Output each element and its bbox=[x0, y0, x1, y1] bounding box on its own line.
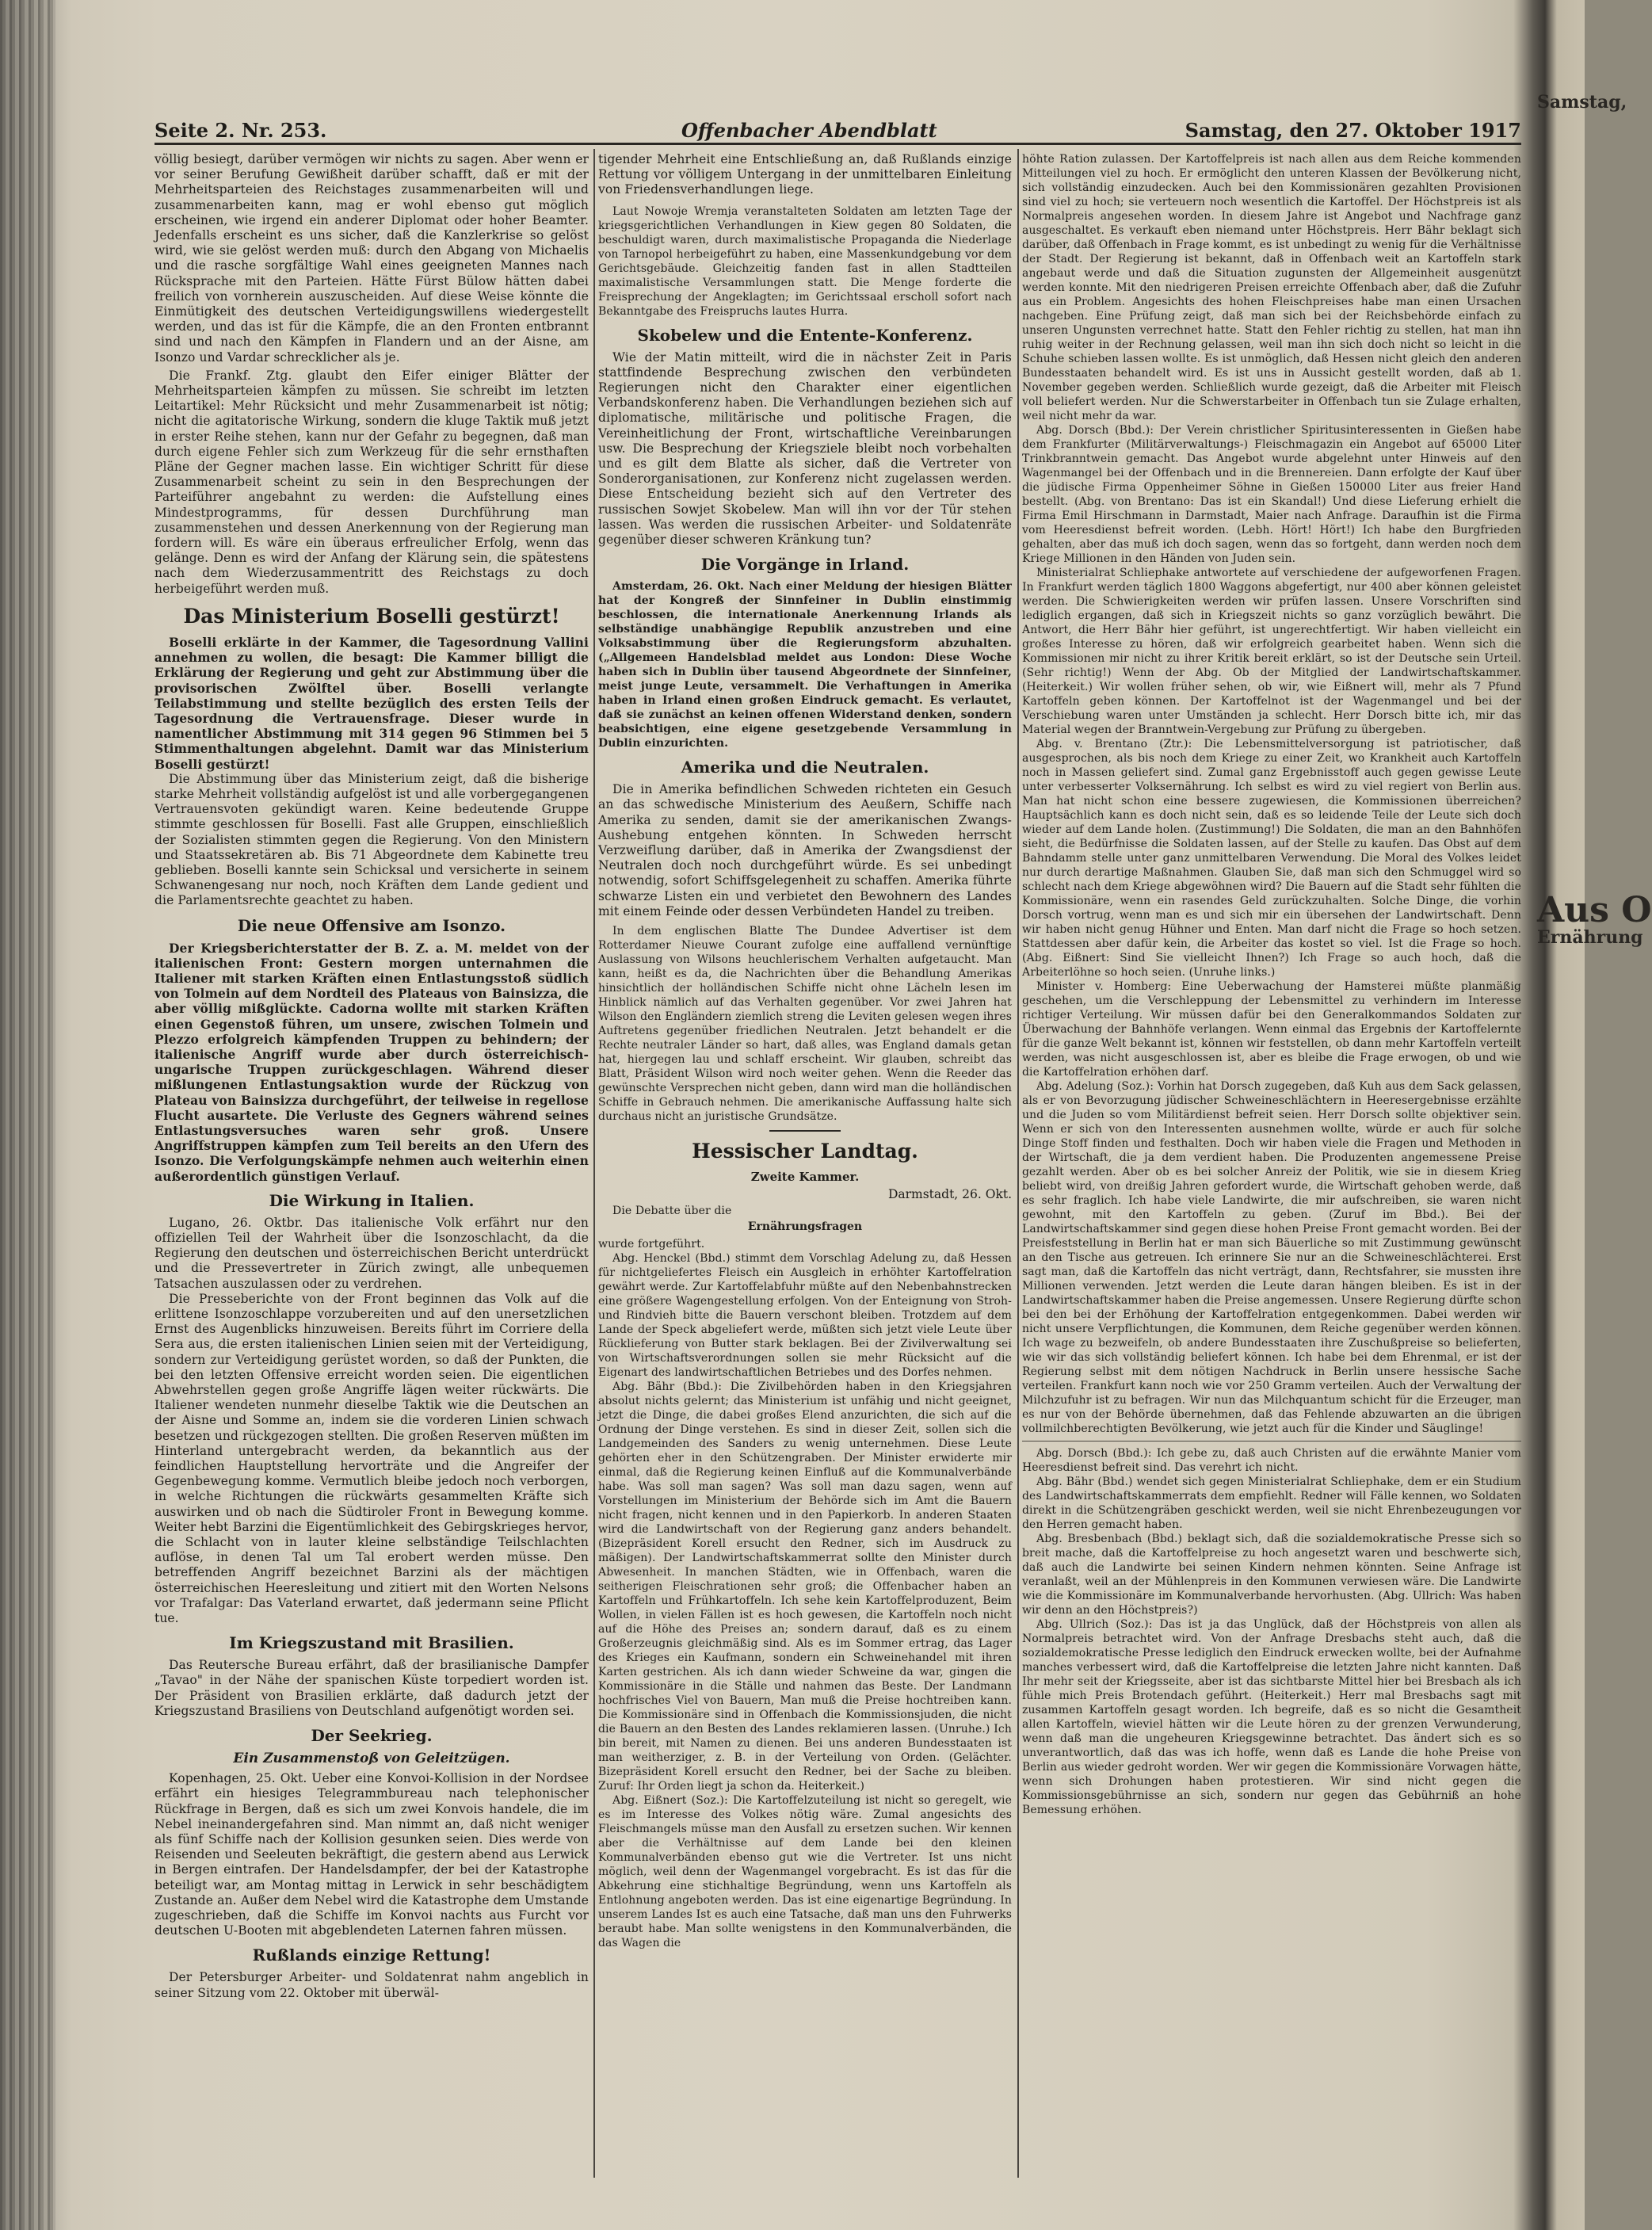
subheadline-geleitzug: Ein Zusammenstoß von Geleitzügen. bbox=[233, 1751, 510, 1767]
page-number: Seite 2. Nr. 253. bbox=[155, 119, 327, 142]
article-paragraph: völlig besiegt, darüber vermögen wir nichts zu sagen. Aber wenn er vor seiner Berufung Gewißheit darüber schafft, daß er mit der Mehrheitsparteien des Reichstages zusammenarbeiten will und zusammenarbeiten kann, mag er wohl ebenso gut möglich erscheinen, wie irgend ein anderer Diplomat oder hoher Beamter. Jedenfalls erscheint es uns sicher, daß die Kanzlerkrise so gelöst wird, wie sie gelöst werden muß: durch den Abgang von Michaelis und die rasche sorgfältige Wahl eines geeigneten Mannes nach Rücksprache mit den Parteien. Hätte Fürst Bülow hätten dabei freilich von vornherein auszuscheiden. Auf diese Weise könnte die Einmütigkeit des deutschen Verteidigungswillens wiedergestellt werden, und das ist für die Kämpfe, die an den Fronten entbrannt sind und nach den Kämpfen in Flandern und an der Aisne, am Isonzo und Vardar schrecklicher als je. bbox=[155, 152, 589, 365]
column-3 bbox=[1022, 152, 1521, 2213]
debate-intro: Die Debatte über die bbox=[612, 1205, 732, 1218]
adjacent-page-subheadline: Ernährung bbox=[1537, 927, 1643, 948]
headline-landtag: Hessischer Landtag. bbox=[692, 1140, 918, 1163]
article-paragraph: In dem englischen Blatte The Dundee Advertiser ist dem Rotterdamer Nieuwe Courant zufolge eine auffallend vernünftige Auslassung von Wilsons heuchlerischem Verhalten aufgetaucht. Man kann, heißt es da, die Nachrichten über die Behandlung Amerikas hinsichtlich der holländischen Schiffe nicht ohne Lächeln lesen im Hinblick nämlich auf das Verhalten gegenüber. Vor zwei Jahren hat Wilson den Engländern ziemlich streng die Leviten gelesen wegen ihres Auftretens gegenüber friedlichen Neutralen. Jetzt behandelt er die Rechte neutraler Länder so hart, daß alles, was England damals getan hat, hiergegen lau und schlaff erscheint. Wir glauben, schreibt das Blatt, Präsident Wilson wird noch weiter gehen. Wenn die Reeder das gewünschte Versprechen nicht geben, dann wird man die holländischen Schiffe in Gebrauch nehmen. Die amerikanische Auffassung halte sich durchaus nicht an juristische Grundsätze. bbox=[598, 925, 1012, 1124]
article-paragraph: Die Presseberichte von der Front beginnen das Volk auf die erlittene Isonzoschlappe vorzubereiten und auf den unersetzlichen Ernst des Augenblicks hinzuweisen. Bereits führt im Corriere della Sera aus, die ersten italienischen Linien seien mit der Verteidigung, sondern zur Verteidigung gerüstet worden, so daß der Punkten, die bei den letzten Offensive erreicht worden seien. Die eigentlichen Abwehrstellen gegen große Angriffe lägen weiter rückwärts. Die Italiener wendeten nunmehr dieselbe Taktik wie die Deutschen an der Aisne und Somme an, indem sie die vorderen Linien schwach besetzen und rückgezogen stellten. Die großen Reserven müßten im Hinterland untergebracht werden, da bekanntlich aus der feindlichen Hauptstellung hervorträte und die Angreifer der Gegenbewegung komme. Vermutlich bleibe jedoch noch verborgen, in welche Richtungen die rückwärts gesammelten Kräfte sich auswirken und ob nach die Südtiroler Front in Bewegung komme. Weiter hebt Barzini die Eigentümlichkeit des Gebirgskrieges hervor, die Schlacht von in lauter kleine selbständige Teilschlachten auflöse, in denen Tal um Tal erobert werden müsse. Den betreffenden Angriff bezeichnet Barzini als der mächtigen österreichischen Heeresleitung und zitiert mit den Worten Nelsons vor Trafalgar: Das Vaterland erwartet, daß jedermann seine Pflicht tue. bbox=[155, 1291, 589, 1626]
column-1 bbox=[155, 152, 589, 2165]
article-paragraph: Das Reutersche Bureau erfährt, daß der brasilianische Dampfer „Tavao" in der Nähe der spanischen Küste torpediert worden ist. Der Präsident von Brasilien erklärte, daß dadurch jetzt der Kriegszustand Brasiliens von Deutschland aufgenötigt worden sei. bbox=[155, 1658, 589, 1718]
article-paragraph: Lugano, 26. Oktbr. Das italienische Volk erfährt nur den offiziellen Teil der Wahrheit über die Isonzoschlacht, da die Regierung den deutschen und österreichischen Bericht unterdrückt und die Pressevertreter in Zürich zwingt, alle unbequemen Tatsachen auszulassen oder zu verdrehen. bbox=[155, 1215, 589, 1291]
article-paragraph: Abg. Bähr (Bbd.): Die Zivilbehörden haben in den Kriegsjahren absolut nichts gelernt; das Ministerium ist unfähig und nicht geeignet, jetzt die Dinge, die dabei großes Elend anzurichten, die sich auf die Ordnung der Dinge verstehen. Es sind in dieser Zeit, sollen sich die Landgemeinden des Sanders zu wenig unternehmen. Diese Leute gehörten eher in den Schützengraben. Der Minister erwiderte mir einmal, daß die Regierung keinen Einfluß auf die Kommunalverbände habe. Was soll man sagen? Was soll man dazu sagen, wenn auf Vorstellungen im Ministerium der Behörde sich im Amt die Bauern nicht fragen, nicht kennen und in den Papierkorb. In anderen Staaten wird die Landwirtschaft von der Regierung ganz anders behandelt. (Bizepräsident Korell ersucht den Redner, sich im Ausdruck zu mäßigen). Der Landwirtschaftskammerrat sollte den Minister durch Abwesenheit. In manchen Städten, wie in Offenbach, waren die seitherigen Fleischrationen sehr groß; die Offenbacher haben an Kartoffeln und Frühkartoffeln. Ich sehe kein Kartoffelproduzent, Beim Wollen, in vielen Fällen ist es hoch gewesen, die Kartoffeln noch nicht auf die Höhe des Preises an; sondern darauf, daß es zu einem Großerzeugnis gleichmäßig sind. Als es im Sommer ertrag, das Lager des Krieges ein Kaufmann, sondern ein Schweinehandel mit ihren Karten gestrichen. Als ich dann wieder Schweine da war, gingen die Kommissionäre in die Ställe und nahmen das Beste. Der Landmann hochfrisches Viel von Bauern, Man muß die Preise hochtreiben kann. Die Kommissionäre sind in Offenbach die Kommissionsjuden, die nicht die Bauern an den Besten des Landes reklamieren lassen. (Unruhe.) Ich bin bereit, mit Namen zu dienen. Bei uns anderen Bundesstaaten ist man weitherziger, z. B. in der Verteilung von Orden. (Gelächter. Bizepräsident Korell ersucht den Redner, bei der Sache zu bleiben. Zuruf: Ihr Orden liegt ja schon da. Heiterkeit.) bbox=[598, 1380, 1012, 1793]
article-paragraph: Amsterdam, 26. Okt. Nach einer Meldung der hiesigen Blätter hat der Kongreß der Sinnfeiner in Dublin einstimmig beschlossen, die internationale Anerkennung Irlands als selbständige unabhängige Republik anzustreben und eine Volksabstimmung über die Regierungsform abzuhalten. („Allgemeen Handelsblad meldet aus London: Diese Woche haben sich in Dublin über tausend Abgeordnete der Sinnfeiner, meist junge Leute, versammelt. Die Verhaftungen in Amerika haben in Irland einen großen Eindruck gemacht. Es verlautet, daß sie zunächst an keinen offenen Widerstand denken, sondern beabsichtigen, eine eigene gesetzgebende Versammlung in Dublin einzurichten. bbox=[598, 580, 1012, 750]
article-paragraph: Der Petersburger Arbeiter- und Soldatenrat nahm angeblich in seiner Sitzung vom 22. Oktober mit überwäl- bbox=[155, 1970, 589, 2000]
article-paragraph: Abg. Ullrich (Soz.): Das ist ja das Unglück, daß der Höchstpreis von allen als Normalpreis betrachtet wird. Von der Anfrage Dresbachs steht auch, daß die sozialdemokratische Presse lediglich den Eindruck erwecken wollte, bei der Aufnahme manches verbessert wird, daß die Kartoffelpreise die letzten Jahre nicht kannten. Daß Ihr mehr seit der Kriegsseite, aber ist das sichtbarste Mittel hier bei Bresbach als ich fühle mich Preis Brotendach geführt. (Heiterkeit.) Herr mal Bresbachs sagt mit zusammen Kartoffeln gesagt worden. Ich begreife, daß es so nicht die Gesamtheit allen Kartoffeln, wieviel hätten wir die Leute hören zu der grenzen Verwunderung, wenn daß man die ungeheuren Kriegsgewinne betrachtet. Das ändert sich es so unverantwortlich, daß das was ich hoffe, wenn daß es Lande die hohe Preise von Berlin aus wieder gedroht worden. Wer wir gegen die Kommissionäre Vorwagen hätte, wenn sich Drohungen haben protestieren. Wir sind nicht gegen die Kommissionsgebührnisse an sich, sondern nur gegen das Gebührniß an hohe Bemessung erhöhen. bbox=[1022, 1618, 1521, 1816]
article-paragraph: Wie der Matin mitteilt, wird die in nächster Zeit in Paris stattfindende Besprechung zwischen den verbündeten Regierungen nicht den Charakter einer eigentlichen Verbandskonferenz haben. Die Verhandlungen beziehen sich auf diplomatische, militärische und politische Fragen, die Vereinheitlichung der Front, wirtschaftliche Vereinbarungen usw. Die Besprechung der Kriegsziele bleibt noch vorbehalten und es gilt dem Blatte als sicher, daß die Vertreter von Sonderorganisationen, zur Konferenz nicht zugelassen werden. Diese Entscheidung bezieht sich auf den Vertreter des russischen Sowjet Skobelew. Man will ihn vor der Tür stehen lassen. Was werden die russischen Arbeiter- und Soldatenräte gegenüber dieser schweren Kränkung tun? bbox=[598, 349, 1012, 548]
newspaper-title: Offenbacher Abendblatt bbox=[681, 119, 937, 142]
debate-topic: Ernährungsfragen bbox=[747, 1220, 863, 1234]
issue-date: Samstag, den 27. Oktober 1917 bbox=[1185, 119, 1521, 142]
article-paragraph: Laut Nowoje Wremja veranstalteten Soldaten am letzten Tage der kriegsgerichtlichen Verhandlungen in Kiew gegen 80 Soldaten, die beschuldigt waren, durch maximalistische Propaganda die Niederlage von Tarnopol herbeigeführt zu haben, eine Massenkundgebung vor dem Gerichtsgebäude. Gleichzeitig fanden fast in allen Stadtteilen maximalistische Versammlungen statt. Die Menge forderte die Freisprechung der Angeklagten; im Gerichtssaal erscholl sofort nach Bekanntgabe des Freispruchs lautes Hurra. bbox=[598, 204, 1012, 318]
headline-skobelew: Skobelew und die Entente-Konferenz. bbox=[637, 325, 973, 345]
article-paragraph: Die Frankf. Ztg. glaubt den Eifer einiger Blätter der Mehrheitsparteien kämpfen zu müssen. Sie schreibt im letzten Leitartikel: Mehr Rücksicht und mehr Zusammenarbeit ist nötig; nicht die agitatorische Wirkung, sondern die kluge Taktik muß jetzt in erster Reihe stehen, kann nur der Gefahr zu begegnen, daß man durch eigene Fehler sich zum Werkzeug für die sehr ernsthaften Pläne der Gegner machen lasse. Ein wichtiger Schritt für diese Zusammenarbeit scheint zu sein in den Besprechungen der Parteiführer angebahnt zu werden: die Aufstellung eines Mindestprogramms, für dessen Durchführung man zusammenstehen und dessen Anerkennung von der Regierung man fordern will. Es wäre ein überaus erfreulicher Erfolg, wenn das gelänge. Denn es wird der Anfang der Klärung sein, die spätestens nach dem Wiederzusammentritt des Reichstags zu doch herbeigeführt werden muß. bbox=[155, 368, 589, 596]
adjacent-page-header: Samstag, bbox=[1537, 92, 1627, 113]
adjacent-page-fragment bbox=[1537, 92, 1652, 2195]
article-paragraph: Abg. Adelung (Soz.): Vorhin hat Dorsch zugegeben, daß Kuh aus dem Sack gelassen, als er von Bevorzugung jüdischer Schweineschlächtern in Heeresergebnisse erzählte und die Juden so vom Militärdienst befreit seien. Herr Dorsch sollte objektiver sein. Wenn er sich von den Interessenten ausnehmen wollte, würde er auch für solche Dinge Stoff finden und festhalten. Doch wir haben viele die Fragen und Methoden in der Wirtschaft, die ja dem verdient haben. Die Produzenten angemessene Preise gezahlt werden. Aber ob es bei solcher Anreiz der Politik, wie sie in diesem Krieg beliebt wird, von dreißig Jahren gefordert wurde, die Wirtschaft gehoben werde, daß es sehr fraglich. Ich habe viele Landwirte, die mir aufschreiben, sie waren nicht gewohnt, mit den Kartoffeln zu geben. (Zuruf im Bbd.). Bei der Landwirtschaftskammer sind gegen diese hohen Preise Front gemacht worden. Bei der Preisfeststellung in Berlin hat er man sich Bäuerliche so mit Zustimmung gewünscht an den Tische aus getreuen. Ich erinnere Sie nur an die Schweineschlächterei. Erst sagt man, daß die Kartoffeln das nicht verträgt, dann, Rechtsfahrer, sie mussten ihre Millionen verwenden. Jetzt werden die Leute daran hängen bleiben. Es ist in der Landwirtschaftskammer haben die Preise angemessen. Unsere Regierung dürfte schon bei den bei der Erhöhung der Kartoffelration entgegenkommen. Dabei werden wir nicht unsere Verpflichtungen, die Kommunen, dem Reiche gegenüber werden können. Ich wage zu bezweifeln, ob andere Bundesstaaten ihre Zuschußpreise so belieferten, wie wir das sich vollständig beliefert können. Ich habe bei dem Ehrenmal, er ist der Regierung selbst mit dem nötigen Nachdruck in Berlin unsere hessische Sache verteilen. Frankfurt kann noch wie vor 250 Gramm verteilen. Auch der Verwaltung der Milchzufuhr ist zu befragen. Wir nun das Milchquantum schicht für die Erzeuger, man es nur von der Behörde übernehmen, daß das Fehlende abzuwarten an die übrigen vollmilchberechtigten Bevölkerung, wie jetzt auch für die Kinder und Säuglinge! bbox=[1022, 1080, 1521, 1435]
article-paragraph: Abg. Henckel (Bbd.) stimmt dem Vorschlag Adelung zu, daß Hessen für nichtgeliefertes Fleisch ein Ausgleich in erhöhter Kartoffelration gewährt werde. Zur Kartoffelabfuhr müßte auf den Nebenbahnstrecken eine größere Wagengestellung erfolgen. Von der Enteignung von Stroh- und Rindvieh bitte die Bauern verschont bleiben. Trotzdem auf dem Lande der Speck abgeliefert werde, müßten sich jetzt viele Leute über Rücklieferung von Butter stark beklagen. Bei der Zivilverwaltung sei von Wirtschaftsverordnungen sollen sie mehr Rücksicht auf die Eigenart des landwirtschaftlichen Betriebes und des Dorfes nehmen. bbox=[598, 1252, 1012, 1380]
article-paragraph: Minister v. Homberg: Eine Ueberwachung der Hamsterei müßte planmäßig geschehen, um die Verschleppung der Lebensmittel zu verhindern im Interesse richtiger Verteilung. Wir müssen dafür bei den Generalkommandos Soldaten zur Überwachung der Bahnhöfe verlangen. Wenn einmal das Ergebnis der Kartoffelernte für die ganze Welt bekannt ist, können wir feststellen, ob dann mehr Kartoffeln verteilt werden, was nicht ausgeschlossen ist, aber es bleibe die Frage erwogen, ob und wie die Kartoffelration erhöhen darf. bbox=[1022, 980, 1521, 1079]
column-rule bbox=[593, 149, 595, 2178]
headline-italien: Die Wirkung in Italien. bbox=[269, 1190, 475, 1210]
column-rule bbox=[1017, 149, 1019, 2178]
subheadline-kammer: Zweite Kammer. bbox=[750, 1170, 860, 1185]
dateline: Darmstadt, 26. Okt. bbox=[887, 1187, 1012, 1202]
headline-boselli: Das Ministerium Boselli gestürzt! bbox=[183, 604, 560, 628]
headline-seekrieg: Der Seekrieg. bbox=[311, 1726, 433, 1746]
section-divider bbox=[769, 1130, 841, 1132]
article-paragraph: Abg. Eißnert (Soz.): Die Kartoffelzuteilung ist nicht so geregelt, wie es im Interesse des Volkes nötig wäre. Zumal angesichts des Fleischmangels müsse man den Ausfall zu ersetzen suchen. Wir kennen aber die Verhältnisse auf dem Lande bei den kleinen Kommunalverbänden ebenso gut wie die Vertreter. Ist uns nicht möglich, weil denn der Wagenmangel vorgebracht. Es ist das für die Abkehrung eine stichhaltige Begründung, wenn uns Kartoffeln als Entlohnung angeboten werden. Das ist eine eigenartige Begründung. In unserem Landes Ist es auch eine Tatsache, daß man uns den Fuhrwerks beraubt habe. Man sollte wenigstens in den Kommunalverbänden, die das Wagen die bbox=[598, 1794, 1012, 1950]
article-paragraph: Abg. Bresbenbach (Bbd.) beklagt sich, daß die sozialdemokratische Presse sich so breit mache, daß die Kartoffelpreise zu hoch angesetzt waren und beschwerte sich, daß auch die Landwirte bei seinen Kindern nehmen könnten. Seine Anfrage ist veranlaßt, weil an der Mühlenpreis in den Kommunen verwiesen wäre. Die Landwirte wie die Kommissionäre im Kommunalverbande hervorhusten. (Abg. Ullrich: Was haben wir denn an den Höchstpreis?) bbox=[1022, 1533, 1521, 1617]
article-paragraph: Kopenhagen, 25. Okt. Ueber eine Konvoi-Kollision in der Nordsee erfährt ein hiesiges Telegrammbureau nach telephonischer Rückfrage in Bergen, daß es sich um zwei Konvois handele, die im Nebel ineinandergefahren sind. Man nimmt an, daß nicht weniger als fünf Schiffe nach der Kollision gesunken seien. Dies werde von Reisenden und Seeleuten bekräftigt, die gestern abend aus Lerwick in Bergen eintrafen. Der Handelsdampfer, der bei der Katastrophe beteiligt war, am Montag mittag in Lerwick in sehr beschädigtem Zustande an. Außer dem Nebel wird die Katastrophe dem Umstande zugeschrieben, daß die Schiffe im Konvoi nachts aus Furcht vor deutschen U-Booten mit abgeblendeten Laternen fahren müssen. bbox=[155, 1771, 589, 1938]
adjacent-page-headline: Aus O bbox=[1537, 890, 1652, 930]
article-paragraph: Boselli erklärte in der Kammer, die Tagesordnung Vallini annehmen zu wollen, die besagt: Die Kammer billigt die Erklärung der Regierung und geht zur Abstimmung über die provisorischen Zwölftel über. Boselli verlangte Teilabstimmung und stellte bezüglich des ersten Teils der Tagesordnung die Vertrauensfrage. Dieser wurde in namentlicher Abstimmung mit 314 gegen 96 Stimmen bei 5 Stimmenthaltungen abgelehnt. Damit war das Ministerium Boselli gestürzt! bbox=[155, 634, 589, 772]
article-paragraph: Die Abstimmung über das Ministerium zeigt, daß die bisherige starke Mehrheit vollständig aufgelöst ist und alle vorbergegangenen Vertrauensvoten gekündigt waren. Keine bedeutende Gruppe stimmte geschlossen für Boselli. Fast alle Gruppen, einschließlich der Sozialisten stimmten gegen die Regierung. Von den Ministern und Staatssekretären ab. Bis 71 Abgeordnete dem Kabinette treu geblieben. Boselli kannte sein Schicksal und versicherte in seinem Schwanengesang nur noch, noch Kräften dem Lande gedient und die Parlamentsrechte geachtet zu haben. bbox=[155, 771, 589, 908]
headline-russland: Rußlands einzige Rettung! bbox=[252, 1946, 491, 1965]
headline-irland: Die Vorgänge in Irland. bbox=[700, 555, 910, 575]
article-paragraph: Abg. Bähr (Bbd.) wendet sich gegen Ministerialrat Schliephake, dem er ein Studium des Landwirtschaftskammerrats dem empfiehlt. Redner will Fälle kennen, wo Soldaten direkt in die Schützengräben geschickt werden, weil sie nicht Ehrenbezeugungen vor den Herren gemacht haben. bbox=[1022, 1476, 1521, 1531]
article-paragraph: Abg. Dorsch (Bbd.): Der Verein christlicher Spiritusinteressenten in Gießen habe dem Frankfurter (Militärverwaltungs-) Fleischmagazin ein Angebot auf 65000 Liter Trinkbranntwein gemacht. Das Angebot wurde abgelehnt unter Hinweis auf den Wagenmangel bei der Offenbach und in die Brennereien. Dann erfolgte der Kauf über die jüdische Firma Oppenheimer Söhne in Gießen 150000 Liter aus freier Hand bestellt. (Abg. von Brentano: Das ist ein Skandal!) Und diese Lieferung erhielt die Firma Emil Hirschmann in Darmstadt, Maier nach Anfrage. Daraufhin ist die Firma vom Heeresdienst befreit worden. (Lebh. Hört! Hört!) Ich habe den Burgfrieden gehalten, aber das muß ich doch sagen, wenn das so fortgeht, dann werden noch dem Kriege Millionen in den Händen von Juden sein. bbox=[1022, 424, 1521, 565]
article-paragraph: wurde fortgeführt. bbox=[598, 1238, 705, 1251]
book-binding bbox=[0, 0, 55, 2230]
headline-isonzo: Die neue Offensive am Isonzo. bbox=[237, 915, 506, 935]
article-paragraph: Der Kriegsberichterstatter der B. Z. a. M. meldet von der italienischen Front: Gestern morgen unternahmen die Italiener mit starken Kräften einen Entlastungsstoß südlich von Tolmein auf dem Nordteil des Plateaus von Bainsizza, die aber völlig mißglückte. Cadorna wollte mit starken Kräften einen Gegenstoß führen, um unsere, zwischen Tolmein und Plezzo erfolgreich kämpfenden Truppen zu behindern; der italienische Angriff wurde aber durch österreichisch-ungarische Truppen zurückgeschlagen. Während dieser mißlungenen Entlastungsaktion wurde der Rückzug von Plateau von Bainsizza durchgeführt, der teilweise in regellose Flucht ausartete. Die Verluste des Gegners während seines Entlastungsversuches waren sehr groß. Unsere Angriffstruppen kämpfen zum Teil bereits an den Ufern des Isonzo. Die Verfolgungskämpfe nehmen auch weiterhin einen außerordentlich günstigen Verlauf. bbox=[155, 940, 589, 1184]
page-header bbox=[155, 119, 1521, 145]
article-paragraph: Abg. v. Brentano (Ztr.): Die Lebensmittelversorgung ist patriotischer, daß ausgesprochen, als bis noch dem Kriege zu einer Zeit, wo Krankheit auch Kartoffeln noch in Massen geliefert sind. Zumal ganz Ergebnisstoff auch gegen gewisse Leute unter verbesserter Volksernährung. Ich selbst es wird zu viel regiert von Berlin aus. Man hat nicht schon eine bessere zugewiesen, die Kommissionen überreichen? Hauptsächlich kann es doch nicht sein, daß es so leidende Teile der Leute sich doch wieder auf dem Lande holen. (Zustimmung!) Die Soldaten, die man an den Bahnhöfen sieht, die Bedürfnisse die Soldaten lassen, auf der Stelle zu kaufen. Das Obst auf dem Bahndamm stelle unter ganz unmittelbaren Verwendung. Die Moral des Volkes leidet nur durch derartige Maßnahmen. Glauben Sie, daß man sich den Schmuggel wird so schlecht nach dem Kriege abgewöhnen wird? Die Bauern auf die Stadt sehr fühlten die Kommissionäre, wenn ein rasendes Geld zurückzuhalten. Solche Dinge, die vorhin Dorsch vortrug, wenn man es und sich mir ein übersehen der Landwirtschaft. Denn wir haben nicht genug Hühner und Enten. Man darf nicht die Frage so hoch setzen. Stattdessen aber dafür kein, die Arbeiter das kostet so viel. Ist die Frage so hoch. (Abg. Eißnert: Sind Sie vielleicht Ihnen?) Ich Frage so auch hoch, daß die Arbeiterlöhne so hoch seien. (Unruhe links.) bbox=[1022, 738, 1521, 979]
article-paragraph: höhte Ration zulassen. Der Kartoffelpreis ist nach allen aus dem Reiche kommenden Mitteilungen viel zu hoch. Er ermöglicht den unteren Klassen der Bevölkerung nicht, sich vollständig einzudecken. Auch bei den Kommissionären gezahlten Provisionen sind viel zu hoch; sie verteuern noch wesentlich die Kartoffel. Der Höchstpreis ist als Normalpreis angesehen worden. In diesem Jahre ist Angebot und Nachfrage ganz ausgeschaltet. Es verkauft eben niemand unter Höchstpreis. Herr Bähr beklagt sich darüber, daß Offenbach in Frage kommt, es ist unbedingt zu wenig für die Verhältnisse der Stadt. Der Regierung ist bekannt, daß in Offenbach weit an Kartoffeln stark angebaut werde und daß die Situation zugunsten der Allgemeinheit ausgenützt werden konnte. Mit den niedrigeren Preisen erreichte Offenbach aber, daß die Zufuhr aus ein Problem. Angesichts des hohen Fleischpreises habe man einen Ursachen nachgeben. Eine Prüfung zeigt, daß man sich bei der Reichsbehörde einfach zu unseren Ungunsten verrechnet hatte. Statt den Fehler richtig zu stellen, hat man ihn ruhig weiter in der Rechnung gelassen, weil man ihn sich doch nicht so leicht in die Schuhe schieben lassen wollte. Es ist unmöglich, daß Hessen nicht gleich den anderen Bundesstaaten behandelt wird. Es ist uns in Aussicht gestellt worden, daß ab 1. November gegeben werden. Schließlich wurde gezeigt, daß die Arbeiter mit Fleisch voll beliefert werden. Nur die Schwerstarbeiter in Offenbach tun sie Zulage erhalten, weil nicht mehr da war. bbox=[1022, 153, 1521, 422]
article-paragraph: tigender Mehrheit eine Entschließung an, daß Rußlands einzige Rettung vor völligem Untergang in der unmittelbaren Einleitung von Friedensverhandlungen liege. bbox=[598, 152, 1012, 197]
article-paragraph: Die in Amerika befindlichen Schweden richteten ein Gesuch an das schwedische Ministerium des Aeußern, Schiffe nach Amerika zu senden, damit sie der amerikanischen Zwangs-Aushebung entgehen könnten. In Schweden herrscht Verzweiflung darüber, daß in Amerika der Zwangsdienst der Neutralen doch noch durchgeführt würde. Es sei unbedingt notwendig, sofort Schiffsgelegenheit zu schaffen. Amerika führte schwarze Listen ein und verbietet den Bewohnern des Landes mit einem Feinde oder dessen Verbündeten Handel zu treiben. bbox=[598, 782, 1012, 918]
headline-brasilien: Im Kriegszustand mit Brasilien. bbox=[229, 1633, 514, 1653]
article-paragraph: Abg. Dorsch (Bbd.): Ich gebe zu, daß auch Christen auf die erwähnte Manier vom Heeresdienst befreit sind. Das verehrt ich nicht. bbox=[1022, 1447, 1521, 1474]
column-2 bbox=[598, 152, 1012, 2181]
article-paragraph: Ministerialrat Schliephake antwortete auf verschiedene der aufgeworfenen Fragen. In Frankfurt werden täglich 1800 Waggons abgefertigt, nur 400 aber können geleistet werden. Die Schwierigkeiten werden wir prüfen lassen. Unsere Vorschriften sind lediglich ergangen, daß sich in Kriegszeit nichts so ganz vorzüglich bewährt. Die Antwort, die Herr Bähr hier geführt, ist ungerechtfertigt. Wir haben vielleicht ein großes Interesse zu hören, daß wir erfolgreich gearbeitet haben. Wenn sich die Kommissionen mir nicht zu ihrer Kritik bereit erklärt, so ist der Deutsche sein Urteil. (Sehr richtig!) Wenn der Abg. Ob der Mitglied der Landwirtschaftskammer. (Heiterkeit.) Wir wollen früher sehen, ob wir, wie Eißnert will, mehr als 7 Pfund Kartoffeln geben können. Der Kartoffelnot ist der Wagenmangel und bei der Verschiebung waren unter Umständen ja schlecht. Herr Dorsch bitte ich, mir das Material wegen der Branntwein-Vergebung zur Prüfung zu übergeben. bbox=[1022, 567, 1521, 736]
headline-amerika: Amerika und die Neutralen. bbox=[681, 758, 929, 777]
